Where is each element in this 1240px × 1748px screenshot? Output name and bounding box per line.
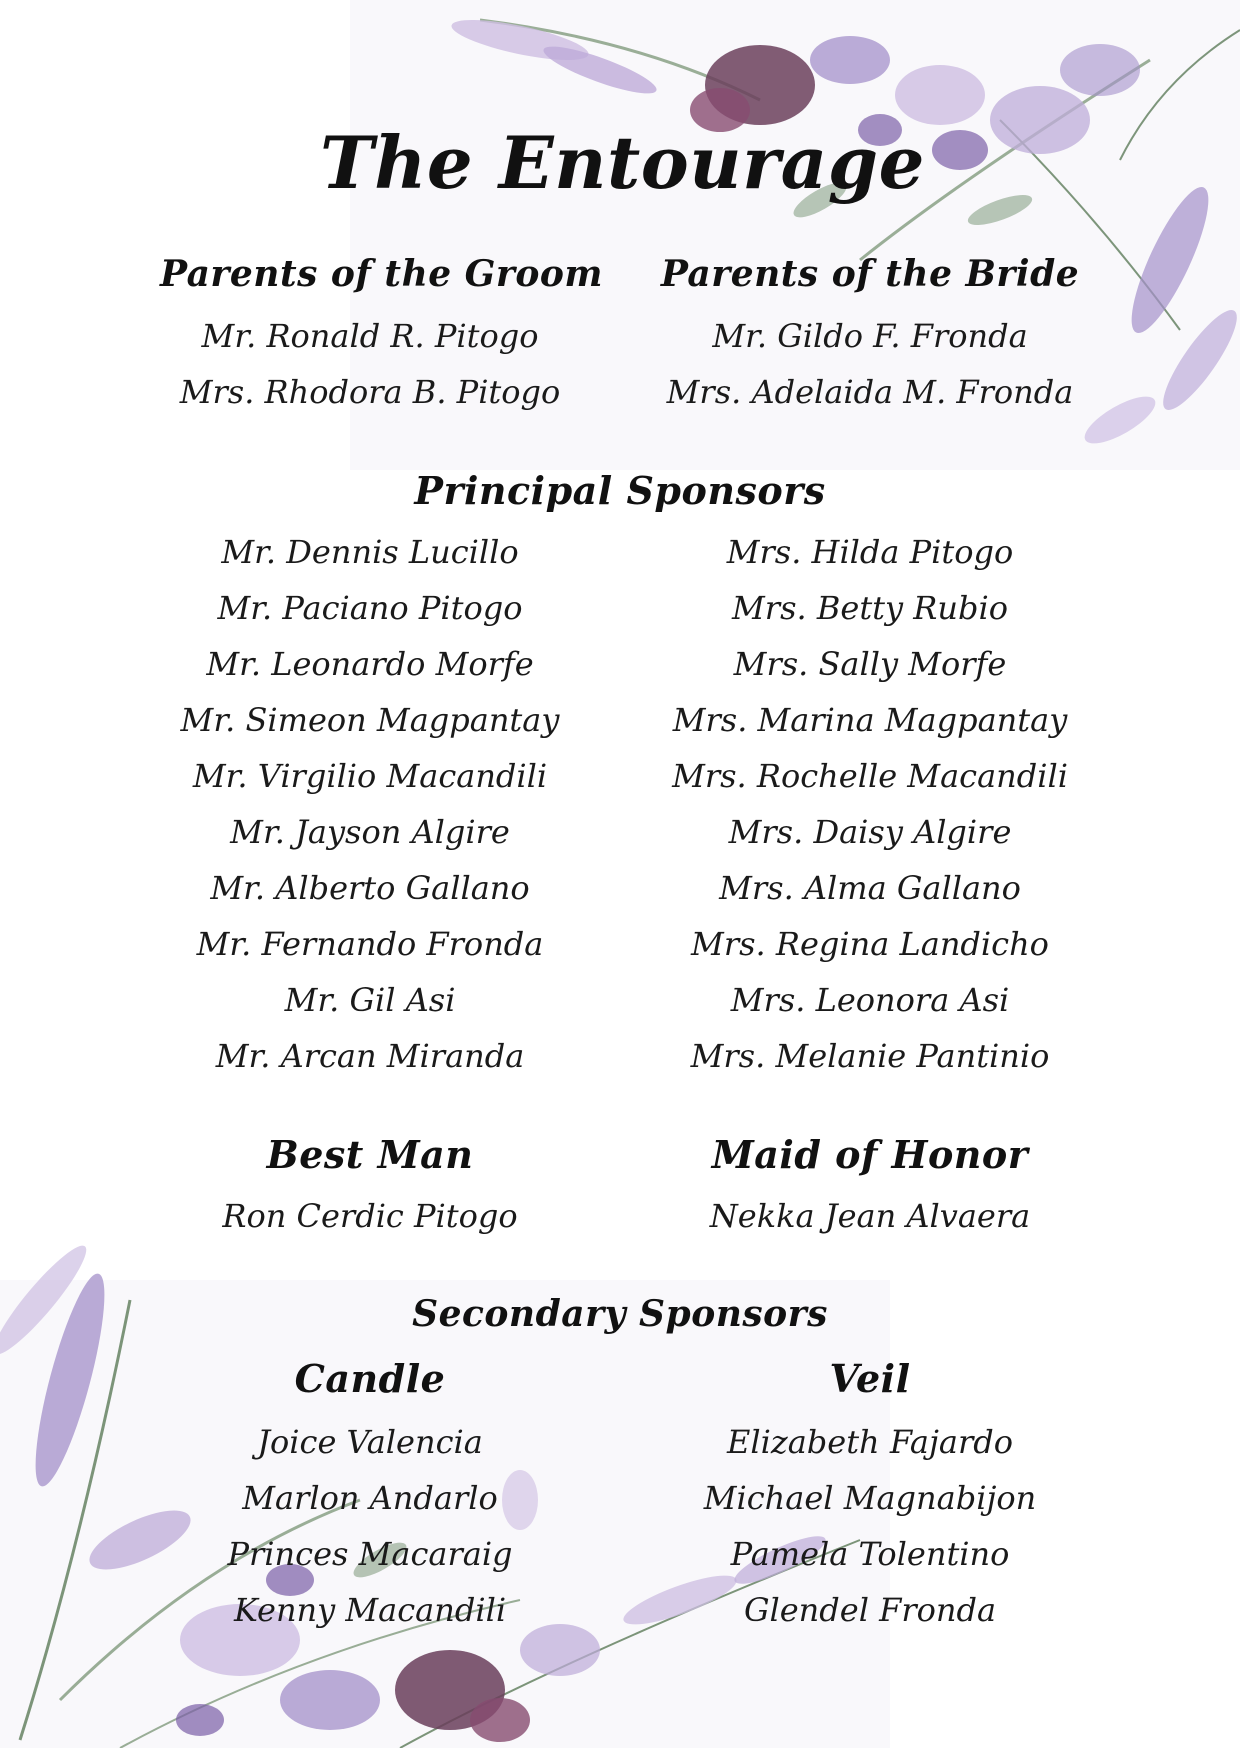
list-item: Mrs. Sally Morfe [733, 645, 1007, 683]
list-item: Mr. Virgilio Macandili [192, 757, 548, 795]
candle-sponsors-list [160, 1414, 580, 1638]
list-item: Mr. Alberto Gallano [210, 869, 530, 907]
candle-heading: Candle [294, 1356, 446, 1401]
veil-heading: Veil [829, 1356, 911, 1401]
list-item: Mr. Simeon Magpantay [180, 701, 560, 739]
list-item: Mrs. Alma Gallano [719, 869, 1021, 907]
list-item: Mrs. Betty Rubio [732, 589, 1008, 627]
parents-bride-name: Mr. Gildo F. Fronda [712, 317, 1028, 355]
list-item: Marlon Andarlo [242, 1479, 498, 1517]
principal-sponsors-left-list [160, 524, 580, 1084]
list-item: Mrs. Marina Magpantay [672, 701, 1068, 739]
parents-bride-name: Mrs. Adelaida M. Fronda [666, 373, 1074, 411]
list-item: Mrs. Regina Landicho [691, 925, 1049, 963]
maid-of-honor-heading: Maid of Honor [711, 1132, 1029, 1177]
parents-groom-name: Mrs. Rhodora B. Pitogo [179, 373, 561, 411]
list-item: Mrs. Leonora Asi [730, 981, 1010, 1019]
list-item: Michael Magnabijon [703, 1479, 1037, 1517]
page-title: The Entourage [320, 120, 925, 205]
principal-sponsors-heading: Principal Sponsors [414, 468, 826, 513]
list-item: Mrs. Daisy Algire [728, 813, 1012, 851]
list-item: Elizabeth Fajardo [727, 1423, 1013, 1461]
parents-bride-heading: Parents of the Bride [660, 253, 1080, 295]
principal-sponsors-right-list [660, 524, 1080, 1084]
list-item: Mr. Jayson Algire [230, 813, 510, 851]
list-item: Princes Macaraig [227, 1535, 513, 1573]
veil-sponsors-list [660, 1414, 1080, 1638]
list-item: Mr. Fernando Fronda [196, 925, 544, 963]
list-item: Mrs. Hilda Pitogo [726, 533, 1014, 571]
list-item: Mrs. Rochelle Macandili [672, 757, 1068, 795]
secondary-sponsors-heading: Secondary Sponsors [412, 1293, 828, 1335]
list-item: Pamela Tolentino [730, 1535, 1010, 1573]
best-man-heading: Best Man [266, 1132, 474, 1177]
list-item: Kenny Macandili [233, 1591, 507, 1629]
list-item: Mr. Gil Asi [284, 981, 456, 1019]
list-item: Glendel Fronda [743, 1591, 997, 1629]
list-item: Mr. Arcan Miranda [215, 1037, 525, 1075]
list-item: Mr. Paciano Pitogo [217, 589, 523, 627]
parents-groom-name: Mr. Ronald R. Pitogo [201, 317, 539, 355]
list-item: Mr. Leonardo Morfe [206, 645, 534, 683]
parents-groom-heading: Parents of the Groom [160, 253, 604, 295]
maid-of-honor-name: Nekka Jean Alvaera [709, 1197, 1031, 1235]
list-item: Mr. Dennis Lucillo [221, 533, 519, 571]
list-item: Joice Valencia [257, 1423, 483, 1461]
list-item: Mrs. Melanie Pantinio [690, 1037, 1050, 1075]
best-man-name: Ron Cerdic Pitogo [222, 1197, 518, 1235]
